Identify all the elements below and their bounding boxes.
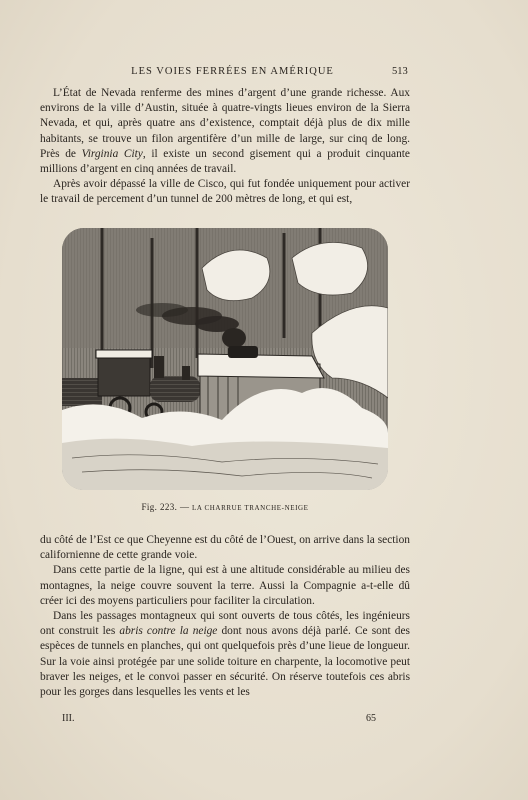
caption-dash: —	[179, 502, 190, 512]
paragraph-nevada: L’État de Nevada renferme des mines d’argent d’une grande richesse. Aux environs de la ville d’Austin, située à quatre-vingts lieues environ de la Sierra Nevada, et qui, après quatre ans d’existence, comptait déjà plus de dix mille habitants, se trouve un filon argentifère d’un mille de large, sur cinq de long. Près de Virginia City, il existe un second gisement qui a produit cinquante millions d’argent en cinq années de travail.	[40, 87, 410, 176]
running-title: LES VOIES FERRÉES EN AMÉRIQUE	[131, 66, 334, 77]
text-block-top	[40, 86, 410, 208]
engraving-snow-plough	[62, 228, 388, 490]
paragraph-continuation: du côté de l’Est ce que Cheyenne est du côté de l’Ouest, on arrive dans la section californienne de cette grande voie.	[40, 534, 410, 562]
figure-number: Fig. 223.	[141, 502, 178, 512]
snow-plough-illustration	[62, 228, 388, 490]
italic-place-name: Virginia City	[81, 147, 143, 160]
text-block-bottom	[40, 533, 410, 700]
figure-caption	[40, 502, 410, 512]
italic-term: abris contre la neige	[119, 625, 218, 638]
paragraph-shelters: Dans les passages montagneux qui sont ouverts de tous côtés, les ingénieurs ont construit les abris contre la neige dont nous avons déjà parlé. Ce sont des espèces de tunnels en planches, qui ont quelquefois près d’une lieue de longueur. Sur la voie ainsi protégée par une solide toiture en charpente, la locomotive peut braver les neiges, et le convoi passer en sécurité. On réserve toutefois ces abris pour les gorges dans lesquelles les vents et les	[40, 610, 410, 699]
figure-title: LA CHARRUE TRANCHE-NEIGE	[192, 504, 309, 512]
page-number: 513	[392, 66, 408, 77]
volume-mark: III.	[62, 713, 75, 724]
signature-mark: 65	[366, 713, 376, 724]
paragraph-snow: Dans cette partie de la ligne, qui est à une altitude considérable au milieu des montagnes, la neige couvre souvent la terre. Aussi la Compagnie a-t-elle dû créer ici des moyens particuliers pour faciliter la circulation.	[40, 564, 410, 607]
paragraph-cisco: Après avoir dépassé la ville de Cisco, qui fut fondée uniquement pour activer le travail de percement d’un tunnel de 200 mètres de long, et qui est,	[40, 178, 410, 206]
